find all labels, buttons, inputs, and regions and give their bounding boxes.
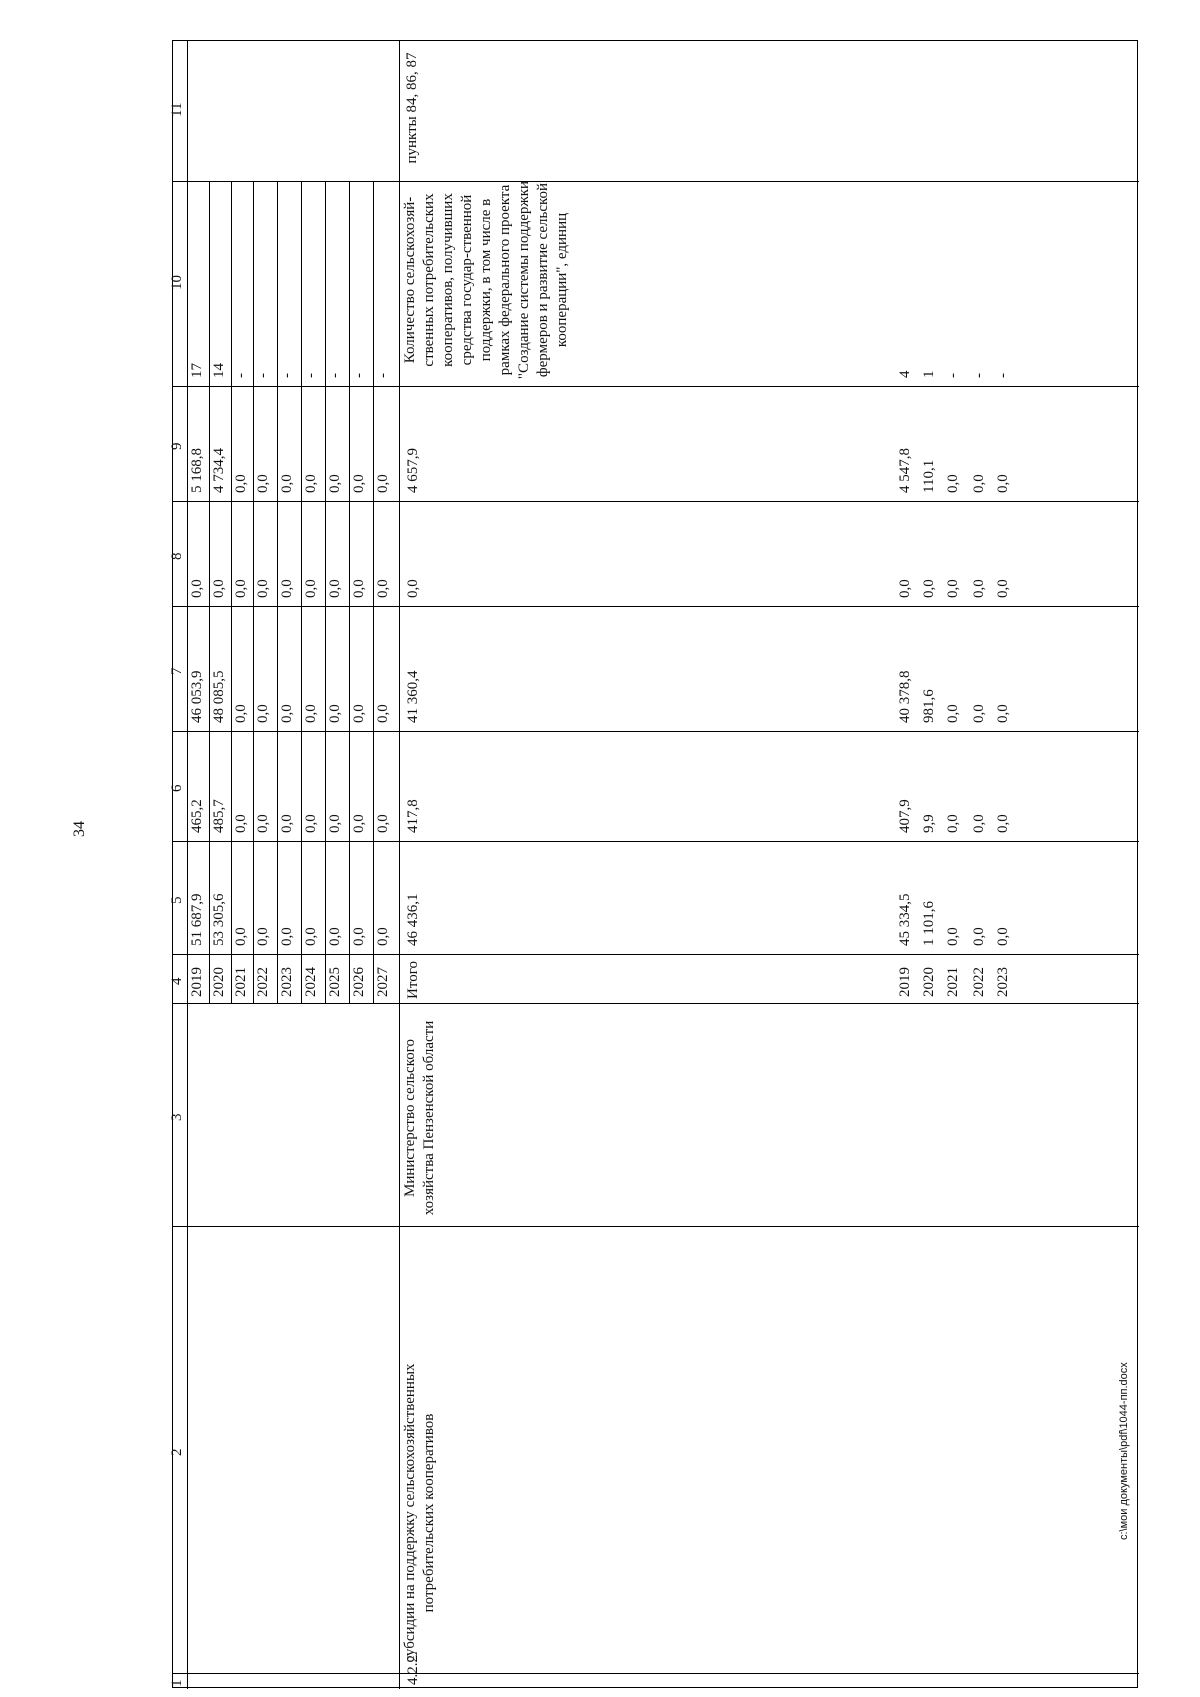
value-cell-c7: 0,0 <box>995 704 1011 723</box>
value-cell-c6: 0,0 <box>327 814 343 833</box>
value-cell-c10: 4 <box>897 370 913 378</box>
table-rule <box>277 386 278 501</box>
table-rule <box>373 731 374 841</box>
table-rule <box>253 731 254 841</box>
year-cell: 2026 <box>351 967 367 997</box>
value-cell-c9: 4 734,4 <box>211 448 227 493</box>
column-header-c9: 9 <box>169 442 185 450</box>
table-rule <box>349 181 350 386</box>
value-cell-c8: 0,0 <box>995 579 1011 598</box>
value-cell-c7: 0,0 <box>303 704 319 723</box>
table-rule <box>349 841 350 954</box>
table-rule <box>301 731 302 841</box>
column-header-c6: 6 <box>169 784 185 792</box>
column-header-c5: 5 <box>169 896 185 904</box>
value-cell-c10: - <box>327 373 343 378</box>
value-cell-c7: 0,0 <box>255 704 271 723</box>
table-rule <box>253 954 254 1003</box>
table-rule <box>301 181 302 386</box>
value-cell-c6: 407,9 <box>897 799 913 833</box>
section-executor: Министерство сельского хозяйства Пензенской области <box>402 1020 437 1216</box>
table-rule <box>325 606 326 731</box>
year-cell: 2019 <box>897 967 913 997</box>
total-label: Итого <box>405 961 421 999</box>
column-header-c4: 4 <box>169 977 185 985</box>
table-rule <box>301 841 302 954</box>
table-rule <box>187 41 188 1689</box>
value-cell-c8: 0,0 <box>303 579 319 598</box>
value-cell-c8: 0,0 <box>255 579 271 598</box>
value-cell-c10: 14 <box>211 363 227 378</box>
table-rule <box>349 606 350 731</box>
year-cell: 2022 <box>971 967 987 997</box>
table-rule <box>301 501 302 606</box>
table-rule <box>301 386 302 501</box>
value-cell-c7: 40 378,8 <box>897 670 913 723</box>
value-cell-c8: 0,0 <box>279 579 295 598</box>
table-rule <box>253 501 254 606</box>
table-rule <box>209 501 210 606</box>
value-cell-c7: 981,6 <box>921 689 937 723</box>
value-cell-c5: 0,0 <box>303 927 319 946</box>
table-rule <box>277 606 278 731</box>
table-rule <box>277 501 278 606</box>
year-cell: 2020 <box>921 967 937 997</box>
table-rule <box>173 841 1139 842</box>
value-cell-c6: 465,2 <box>189 799 205 833</box>
value-cell-c5: 0,0 <box>255 927 271 946</box>
table-rule <box>231 181 232 386</box>
value-cell-c9: 0,0 <box>327 474 343 493</box>
value-cell-c10: - <box>375 373 391 378</box>
year-cell: 2019 <box>189 967 205 997</box>
table-rule <box>253 606 254 731</box>
table-rule <box>253 841 254 954</box>
table-rule <box>173 386 1139 387</box>
value-cell-c6: 0,0 <box>945 814 961 833</box>
footer-file-path: c:\мои документы\pdf\1044-пп.docx <box>1118 1362 1130 1540</box>
value-cell-c7: 46 053,9 <box>189 670 205 723</box>
value-cell-c10: 17 <box>189 363 205 378</box>
value-cell-c7: 48 085,5 <box>211 670 227 723</box>
table-rule <box>231 606 232 731</box>
column-header-c10: 10 <box>169 274 185 290</box>
table-rule <box>373 386 374 501</box>
table-rule <box>325 731 326 841</box>
value-cell-c7: 0,0 <box>971 704 987 723</box>
year-cell: 2021 <box>945 967 961 997</box>
table-rule <box>349 386 350 501</box>
table-rule <box>209 731 210 841</box>
table-rule <box>373 606 374 731</box>
page-number: 34 <box>71 821 88 837</box>
table-rule <box>231 731 232 841</box>
value-cell-c6: 0,0 <box>995 814 1011 833</box>
column-header-c7: 7 <box>169 667 185 675</box>
table-rule <box>173 954 1139 955</box>
table-rule <box>209 606 210 731</box>
value-cell-c6: 9,9 <box>921 814 937 833</box>
value-cell-c7: 0,0 <box>945 704 961 723</box>
year-cell: 2022 <box>255 967 271 997</box>
value-cell-c9: 0,0 <box>375 474 391 493</box>
value-cell-c8: 0,0 <box>375 579 391 598</box>
value-cell-c6: 485,7 <box>211 799 227 833</box>
table-rule <box>349 501 350 606</box>
year-cell: 2027 <box>375 967 391 997</box>
value-cell-c9: 0,0 <box>351 474 367 493</box>
table-rule <box>253 386 254 501</box>
table-rule <box>173 1673 1139 1674</box>
value-cell-c8: 0,0 <box>971 579 987 598</box>
value-cell-c6: 0,0 <box>351 814 367 833</box>
table-rule <box>373 181 374 386</box>
value-cell-c8: 0,0 <box>189 579 205 598</box>
value-cell-c9: 0,0 <box>303 474 319 493</box>
year-cell: 2023 <box>279 967 295 997</box>
section-title: субсидии на поддержку сельскохозяйственных потребительских кооперативов <box>402 1363 437 1663</box>
year-cell: 2025 <box>327 967 343 997</box>
value-cell-c5: 45 334,5 <box>897 893 913 946</box>
table-rule <box>231 501 232 606</box>
value-cell-c9: 5 168,8 <box>189 448 205 493</box>
value-cell-c5: 0,0 <box>945 927 961 946</box>
value-cell-c10: - <box>233 373 249 378</box>
table-rule <box>325 501 326 606</box>
value-cell-c9: 0,0 <box>945 474 961 493</box>
value-cell-c8: 0,0 <box>233 579 249 598</box>
value-cell-c5: 0,0 <box>375 927 391 946</box>
year-cell: 2023 <box>995 967 1011 997</box>
table-rule <box>209 181 210 386</box>
table-rule <box>349 954 350 1003</box>
value-cell-c8: 0,0 <box>351 579 367 598</box>
table-rule <box>373 954 374 1003</box>
table-rule <box>277 954 278 1003</box>
table-rule <box>399 41 400 1689</box>
value-cell-c7: 0,0 <box>351 704 367 723</box>
value-cell-c7: 0,0 <box>279 704 295 723</box>
reference-text: пункты 84, 86, 87 <box>404 52 420 164</box>
year-cell: 2024 <box>303 967 319 997</box>
table-rule <box>173 1226 1139 1227</box>
table-rule <box>301 954 302 1003</box>
value-cell-c6: 0,0 <box>375 814 391 833</box>
value-cell-c8: 0,0 <box>945 579 961 598</box>
value-cell-c10: - <box>995 373 1011 378</box>
indicator-text: Количество сельскохозяй-ственных потребительских кооперативов, получивших средства государ-ственной поддержки, в том числе в рамках федерального проекта "Создание системы поддержки фермеров и развитие сельской кооперации", единиц <box>402 180 570 380</box>
table-rule <box>325 954 326 1003</box>
table-rule <box>173 606 1139 607</box>
value-cell-c6: 0,0 <box>303 814 319 833</box>
value-cell-c9: 4 547,8 <box>897 448 913 493</box>
total-c7: 41 360,4 <box>405 670 421 723</box>
table-rule <box>349 731 350 841</box>
column-header-c1: 1 <box>169 1679 185 1687</box>
value-cell-c9: 110,1 <box>921 459 937 493</box>
table-rule <box>173 731 1139 732</box>
value-cell-c8: 0,0 <box>921 579 937 598</box>
column-header-c11: 11 <box>169 102 185 117</box>
value-cell-c10: - <box>971 373 987 378</box>
table-rule <box>231 386 232 501</box>
table-rule <box>253 181 254 386</box>
value-cell-c10: 1 <box>921 370 937 378</box>
table-rule <box>209 954 210 1003</box>
column-header-c2: 2 <box>169 1448 185 1456</box>
table-rule <box>231 954 232 1003</box>
table-rule <box>209 841 210 954</box>
table-rule <box>277 181 278 386</box>
table-rule <box>373 501 374 606</box>
value-cell-c9: 0,0 <box>279 474 295 493</box>
value-cell-c10: - <box>351 373 367 378</box>
budget-table <box>169 40 1138 1688</box>
value-cell-c6: 0,0 <box>255 814 271 833</box>
value-cell-c9: 0,0 <box>971 474 987 493</box>
value-cell-c8: 0,0 <box>897 579 913 598</box>
year-cell: 2020 <box>211 967 227 997</box>
value-cell-c6: 0,0 <box>971 814 987 833</box>
value-cell-c5: 1 101,6 <box>921 901 937 946</box>
value-cell-c5: 53 305,6 <box>211 893 227 946</box>
value-cell-c8: 0,0 <box>211 579 227 598</box>
value-cell-c5: 0,0 <box>351 927 367 946</box>
value-cell-c9: 0,0 <box>233 474 249 493</box>
value-cell-c9: 0,0 <box>255 474 271 493</box>
table-rule <box>173 1003 1139 1004</box>
value-cell-c6: 0,0 <box>233 814 249 833</box>
column-header-c3: 3 <box>169 1113 185 1121</box>
section-number: 4.2.2. <box>405 1651 421 1685</box>
column-header-c8: 8 <box>169 552 185 560</box>
value-cell-c7: 0,0 <box>327 704 343 723</box>
value-cell-c6: 0,0 <box>279 814 295 833</box>
value-cell-c5: 0,0 <box>995 927 1011 946</box>
table-rule <box>325 181 326 386</box>
table-rule <box>325 386 326 501</box>
year-cell: 2021 <box>233 967 249 997</box>
value-cell-c5: 0,0 <box>279 927 295 946</box>
table-rule <box>373 841 374 954</box>
value-cell-c10: - <box>279 373 295 378</box>
value-cell-c8: 0,0 <box>327 579 343 598</box>
table-rule <box>325 841 326 954</box>
value-cell-c5: 0,0 <box>327 927 343 946</box>
table-rule <box>173 501 1139 502</box>
value-cell-c5: 0,0 <box>971 927 987 946</box>
value-cell-c7: 0,0 <box>233 704 249 723</box>
value-cell-c10: - <box>303 373 319 378</box>
value-cell-c10: - <box>255 373 271 378</box>
total-c5: 46 436,1 <box>405 893 421 946</box>
total-c6: 417,8 <box>405 799 421 833</box>
total-c8: 0,0 <box>405 579 421 598</box>
value-cell-c5: 0,0 <box>233 927 249 946</box>
value-cell-c5: 51 687,9 <box>189 893 205 946</box>
value-cell-c7: 0,0 <box>375 704 391 723</box>
total-c9: 4 657,9 <box>405 448 421 493</box>
table-rule <box>173 181 1139 182</box>
table-rule <box>277 731 278 841</box>
table-rule <box>231 841 232 954</box>
table-rule <box>301 606 302 731</box>
table-rule <box>277 841 278 954</box>
value-cell-c10: - <box>945 373 961 378</box>
table-rule <box>209 386 210 501</box>
value-cell-c9: 0,0 <box>995 474 1011 493</box>
